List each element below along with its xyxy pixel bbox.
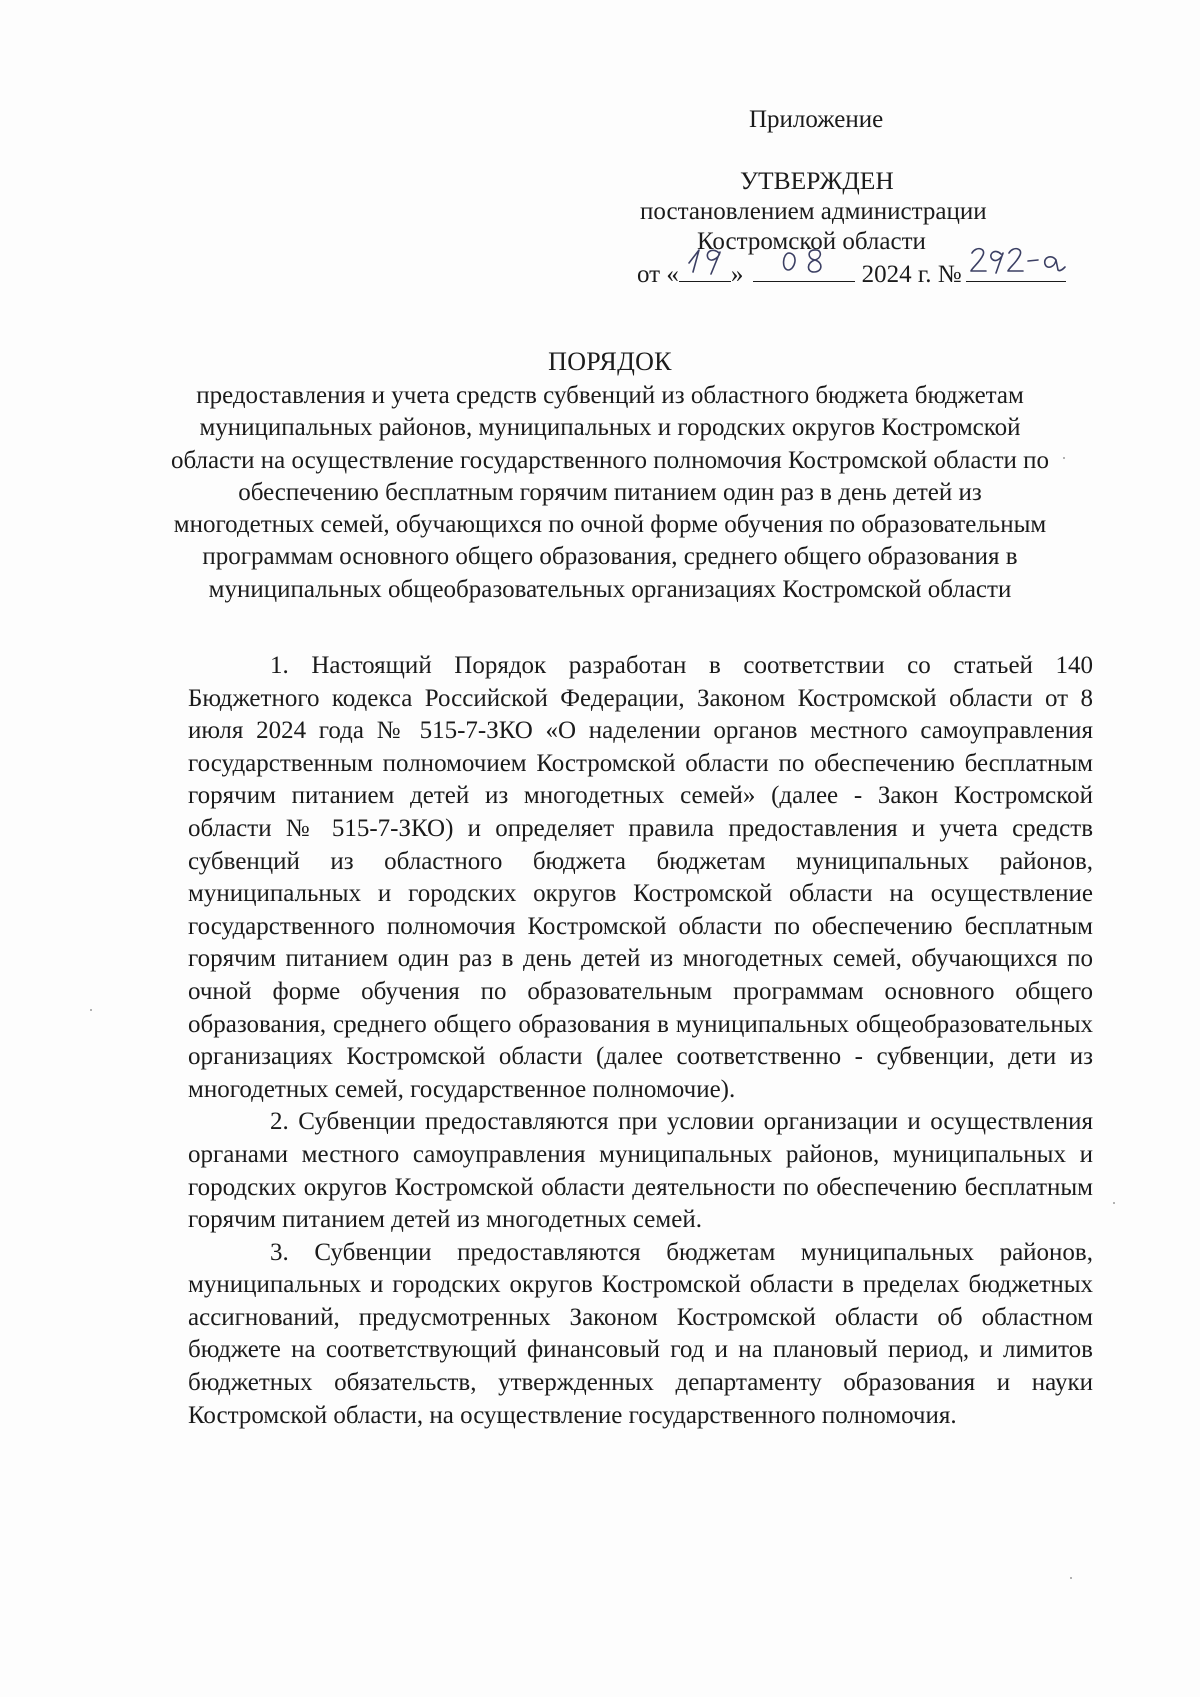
decree-date-line (637, 257, 1066, 290)
appendix-label: Приложение (749, 106, 884, 133)
date-prefix: от « (637, 261, 679, 288)
date-month-handwriting (753, 241, 855, 275)
document-subtitle: предоставления и учета средств субвенций из областного бюджета бюджетам муниципальных районов, муниципальных и городских округов Костромской области на осуществление государственного полномочия Костромской области по обеспечению бесплатным горячим питанием один раз в день детей из многодетных семей, обучающихся по очной форме обучения по образовательным программам основного общего образования, среднего общего образования в муниципальных общеобразовательных организациях Костромской области (170, 382, 1050, 603)
document-title: ПОРЯДОК (548, 347, 672, 376)
decree-line-1: постановлением администрации (640, 198, 987, 225)
date-day-handwriting (679, 241, 731, 275)
decree-line-2: Костромской области (697, 228, 926, 255)
paragraph-1: 1. Настоящий Порядок разработан в соответствии со статьей 140 Бюджетного кодекса Российской Федерации, Законом Костромской области от 8 июля 2024 года № 515-7-ЗКО «О наделении органов местного самоуправления государственным полномочием Костромской области по обеспечению бесплатным горячим питанием детей из многодетных семей» (далее - Закон Костромской области № 515-7-ЗКО) и определяет правила предоставления и учета средств субвенций из областного бюджета бюджетам муниципальных районов, муниципальных и городских округов Костромской области на осуществление государственного полномочия Костромской области по обеспечению бесплатным горячим питанием один раз в день детей из многодетных семей, обучающихся по очной форме обучения по образовательным программам основного общего образования, среднего общего образования в муниципальных общеобразовательных организациях Костромской области (далее соответственно - субвенции, дети из многодетных семей, государственное полномочие). (188, 652, 1093, 1103)
scan-speck (90, 1009, 92, 1011)
paragraph-2: 2. Субвенции предоставляются при условии организации и осуществления органами местного самоуправления муниципальных районов, муниципальных и городских округов Костромской области деятельности по обеспечению бесплатным горячим питанием детей из многодетных семей. (188, 1108, 1093, 1234)
doc-number-field (966, 257, 1066, 282)
doc-number-handwriting (966, 241, 1066, 275)
document-body (188, 650, 1093, 1432)
date-year-number-label: 2024 г. № (861, 261, 962, 288)
approved-label: УТВЕРЖДЕН (740, 166, 894, 195)
paragraph-3: 3. Субвенции предоставляются бюджетам муниципальных районов, муниципальных и городских округов Костромской области в пределах бюджетных ассигнований, предусмотренных Законом Костромской области об областном бюджете на соответствующий финансовый год и на плановый период, и лимитов бюджетных обязательств, утвержденных департаменту образования и науки Костромской области, на осуществление государственного полномочия. (188, 1238, 1093, 1429)
date-month-field (753, 257, 855, 282)
scan-speck (1063, 457, 1065, 459)
date-day-field (679, 257, 731, 282)
date-mid: » (730, 261, 744, 288)
scan-speck (1070, 1577, 1072, 1579)
scan-speck (1113, 1202, 1115, 1204)
